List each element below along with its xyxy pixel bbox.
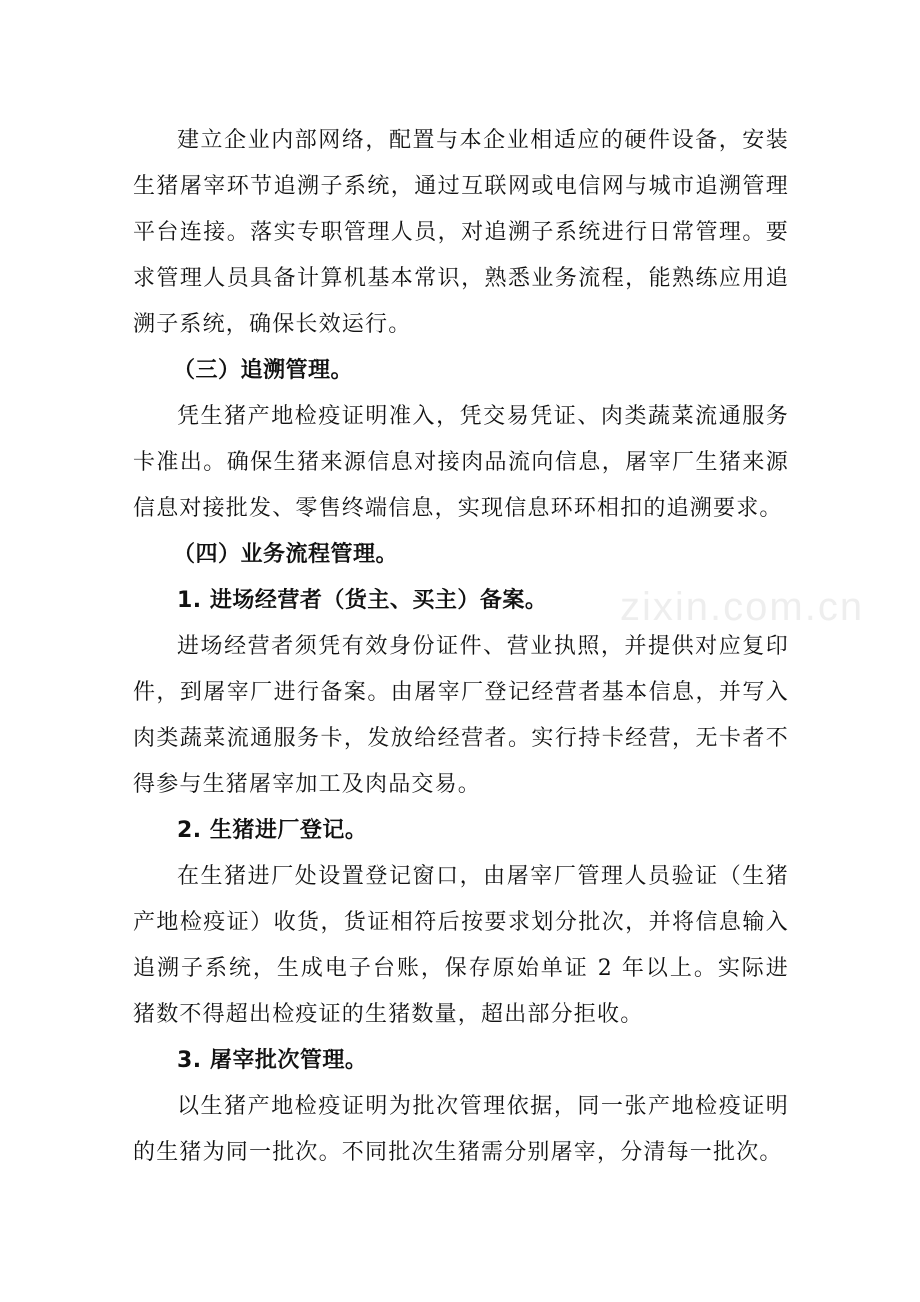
subheading-batch-management: 3. 屠宰批次管理。 — [177, 1048, 368, 1073]
site-watermark: zixin.com.cn — [620, 585, 865, 629]
section-heading-business-process: （四）业务流程管理。 — [173, 542, 399, 567]
subheading-pig-entry: 2. 生猪进厂登记。 — [177, 818, 368, 843]
section-heading-traceability: （三）追溯管理。 — [173, 358, 354, 383]
paragraph-network-setup: 建立企业内部网络，配置与本企业相适应的硬件设备，安装生猪屠宰环节追溯子系统，通过互联网或电信网与城市追溯管理平台连接。落实专职管理人员，对追溯子系统进行日常管理。要求管理人员具备计算机基本常识，熟悉业务流程，能熟练应用追溯子系统，确保长效运行。 — [133, 128, 789, 337]
paragraph-batch-management: 以生猪产地检疫证明为批次管理依据，同一张产地检疫证明的生猪为同一批次。不同批次生猪需分别屠宰，分清每一批次。 — [133, 1094, 789, 1165]
paragraph-pig-entry: 在生猪进厂处设置登记窗口，由屠宰厂管理人员验证（生猪产地检疫证）收货，货证相符后按要求划分批次，并将信息输入追溯子系统，生成电子台账，保存原始单证 2 年以上。实际进猪数不得超出检疫证的生猪数量，超出部分拒收。 — [133, 864, 789, 1027]
subheading-operator-registration: 1. 进场经营者（货主、买主）备案。 — [177, 588, 548, 613]
paragraph-traceability: 凭生猪产地检疫证明准入，凭交易凭证、肉类蔬菜流通服务卡准出。确保生猪来源信息对接肉品流向信息，屠宰厂生猪来源信息对接批发、零售终端信息，实现信息环环相扣的追溯要求。 — [133, 404, 789, 521]
paragraph-operator-registration: 进场经营者须凭有效身份证件、营业执照，并提供对应复印件，到屠宰厂进行备案。由屠宰厂登记经营者基本信息，并写入肉类蔬菜流通服务卡，发放给经营者。实行持卡经营，无卡者不得参与生猪屠宰加工及肉品交易。 — [133, 634, 789, 797]
document-body — [133, 118, 789, 1176]
